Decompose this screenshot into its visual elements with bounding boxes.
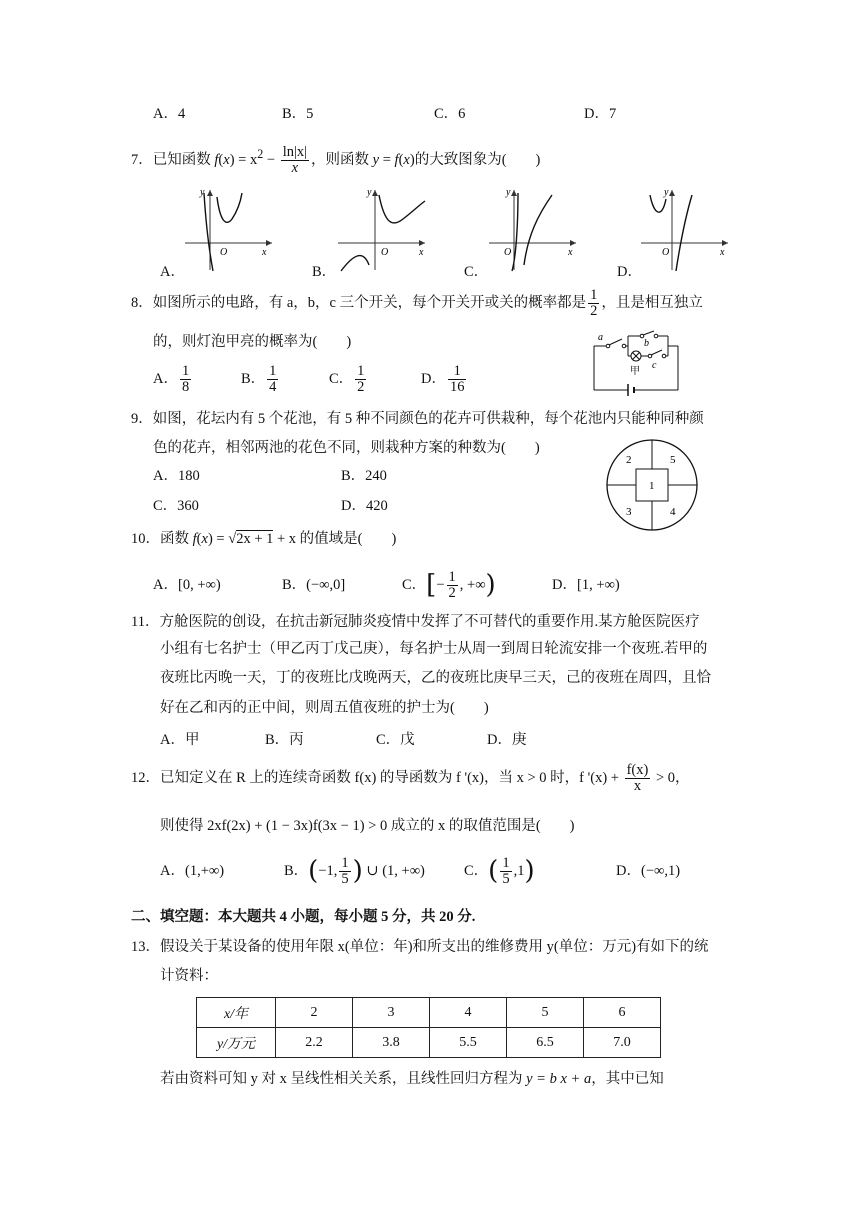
table-row — [197, 998, 661, 1028]
q12-stem-line1: 12．已知定义在 R 上的连续奇函数 f(x) 的导函数为 f '(x)，当 x > 0 时，f '(x) + $\frac{f(x)}{x}$ > 0， — [131, 762, 690, 795]
q12-option-d: D．(−∞,1) — [616, 862, 681, 879]
svg-text:y: y — [506, 187, 511, 198]
q8-option-c: C． $\frac{1}{2}$ — [329, 363, 365, 396]
q7-option-d: D． — [617, 264, 642, 280]
q7-graph-c — [484, 185, 584, 273]
q10-option-c: C．[− $\frac{1}{2}$ , +∞) — [402, 568, 496, 602]
q8-circuit-diagram — [588, 330, 688, 400]
q10-option-d: D．[1, +∞) — [552, 576, 620, 593]
q11-option-c: C．戊 — [376, 732, 415, 748]
table-cell: 3 — [353, 998, 430, 1028]
svg-text:O: O — [504, 247, 512, 258]
svg-text:5: 5 — [670, 454, 676, 466]
table-header-x: x/年 — [197, 998, 276, 1028]
svg-text:b: b — [644, 338, 649, 349]
q7-stem: 7．已知函数 $f(x) = x^2$ − $\frac{\ln|x|}{x}$ ，则函数 y = f(x)的大致图象为( ) — [131, 144, 541, 177]
table-cell: 5 — [507, 998, 584, 1028]
q12-stem-line2: 则使得 2xf(2x) + (1 − 3x)f(3x − 1) > 0 成立的 x 的取值范围是( ) — [160, 818, 575, 834]
q13-data-table — [196, 997, 661, 1058]
svg-text:4: 4 — [670, 506, 676, 518]
svg-text:O: O — [381, 247, 389, 258]
q9-option-a: A．180 — [153, 468, 200, 484]
svg-text:x: x — [262, 247, 267, 258]
q11-stem-line1: 11．方舱医院的创设，在抗击新冠肺炎疫情中发挥了不可替代的重要作用.某方舱医院医疗 — [131, 614, 700, 630]
q6-option-d: D．7 — [584, 106, 617, 122]
q11-stem-line4: 好在乙和丙的正中间，则周五值夜班的护士为( ) — [160, 700, 489, 716]
q11-option-d: D．庚 — [487, 732, 527, 748]
svg-text:O: O — [220, 247, 228, 258]
table-row — [197, 1028, 661, 1058]
q9-stem-line2: 色的花卉，相邻两池的花色不同，则栽种方案的种数为( ) — [153, 440, 540, 456]
svg-text:x: x — [720, 247, 725, 258]
table-cell: 5.5 — [430, 1028, 507, 1058]
q7-graph-b — [333, 185, 433, 273]
svg-text:y: y — [367, 187, 372, 198]
q7-graph-d — [636, 185, 736, 273]
q13-stem-line1: 13．假设关于某设备的使用年限 x(单位：年)和所支出的维修费用 y(单位：万元)有如下的统 — [131, 939, 709, 955]
q8-option-a: A． $\frac{1}{8}$ — [153, 363, 190, 396]
q13-stem-line3: 若由资料可知 y 对 x 呈线性相关关系，且线性回归方程为 y = b x + a，其中已知 — [160, 1071, 664, 1087]
q9-option-d: D．420 — [341, 498, 388, 514]
q10-stem: 10．函数 f(x) = √2x + 1 + x 的值域是( ) — [131, 531, 397, 547]
q10-option-a: A．[0, +∞) — [153, 576, 221, 593]
regression-equation: y = b x + a — [526, 1071, 592, 1087]
q9-option-b: B．240 — [341, 468, 387, 484]
svg-text:x: x — [419, 247, 424, 258]
table-cell: 4 — [430, 998, 507, 1028]
svg-text:2: 2 — [626, 454, 632, 466]
q9-flowerbed-diagram — [604, 437, 700, 533]
svg-text:1: 1 — [649, 480, 655, 492]
q9-option-c: C．360 — [153, 498, 199, 514]
svg-text:甲: 甲 — [630, 366, 640, 377]
q12-option-c: C．( $\frac{1}{5}$ ,1) — [464, 854, 535, 888]
table-header-y: y/万元 — [197, 1028, 276, 1058]
q8-option-d: D． $\frac{1}{16}$ — [421, 363, 465, 396]
svg-text:3: 3 — [626, 506, 632, 518]
q7-graph-a — [180, 185, 280, 273]
q12-option-a: A．(1,+∞) — [160, 862, 225, 879]
q10-option-b: B．(−∞,0] — [282, 576, 346, 593]
q7-option-b: B． — [312, 264, 337, 280]
q7-option-c: C． — [464, 264, 489, 280]
q12-option-b: B．(−1, $\frac{1}{5}$ ) ∪ (1, +∞) — [284, 854, 425, 888]
section-2-heading: 二、填空题：本大题共 4 小题，每小题 5 分，共 20 分. — [131, 909, 476, 925]
table-cell: 7.0 — [584, 1028, 661, 1058]
table-cell: 6.5 — [507, 1028, 584, 1058]
q11-stem-line3: 夜班比丙晚一天，丁的夜班比戊晚两天，乙的夜班比庚早三天，己的夜班在周四，且恰 — [160, 670, 711, 686]
svg-text:c: c — [652, 360, 657, 371]
svg-text:y: y — [664, 187, 669, 198]
table-cell: 2.2 — [276, 1028, 353, 1058]
q13-stem-line2: 计资料： — [160, 968, 218, 984]
q10-options — [153, 568, 620, 603]
table-cell: 2 — [276, 998, 353, 1028]
q8-options — [153, 364, 468, 395]
q8-stem-line1: 8．如图所示的电路，有 a，b，c 三个开关，每个开关开或关的概率都是 $\frac{1}{2}$ ，且是相互独立 — [131, 287, 703, 320]
q11-option-a: A．甲 — [160, 732, 200, 748]
q11-stem-line2: 小组有七名护士（甲乙丙丁戊己庚），每名护士从周一到周日轮流安排一个夜班.若甲的 — [160, 641, 708, 657]
svg-text:x: x — [568, 247, 573, 258]
svg-text:y: y — [200, 187, 205, 198]
svg-text:a: a — [598, 332, 603, 343]
q12-options — [160, 854, 680, 889]
q11-option-b: B．丙 — [265, 732, 304, 748]
q6-option-b: B．5 — [282, 106, 314, 122]
table-cell: 3.8 — [353, 1028, 430, 1058]
q7-option-a: A． — [160, 264, 185, 280]
q9-stem-line1: 9．如图，花坛内有 5 个花池，有 5 种不同颜色的花卉可供栽种，每个花池内只能种同种颜 — [131, 411, 704, 427]
q8-stem-line2: 的，则灯泡甲亮的概率为( ) — [153, 334, 352, 350]
table-cell: 6 — [584, 998, 661, 1028]
q8-option-b: B． $\frac{1}{4}$ — [241, 363, 277, 396]
q6-option-a: A．4 — [153, 106, 186, 122]
q6-option-c: C．6 — [434, 106, 466, 122]
svg-text:O: O — [662, 247, 670, 258]
